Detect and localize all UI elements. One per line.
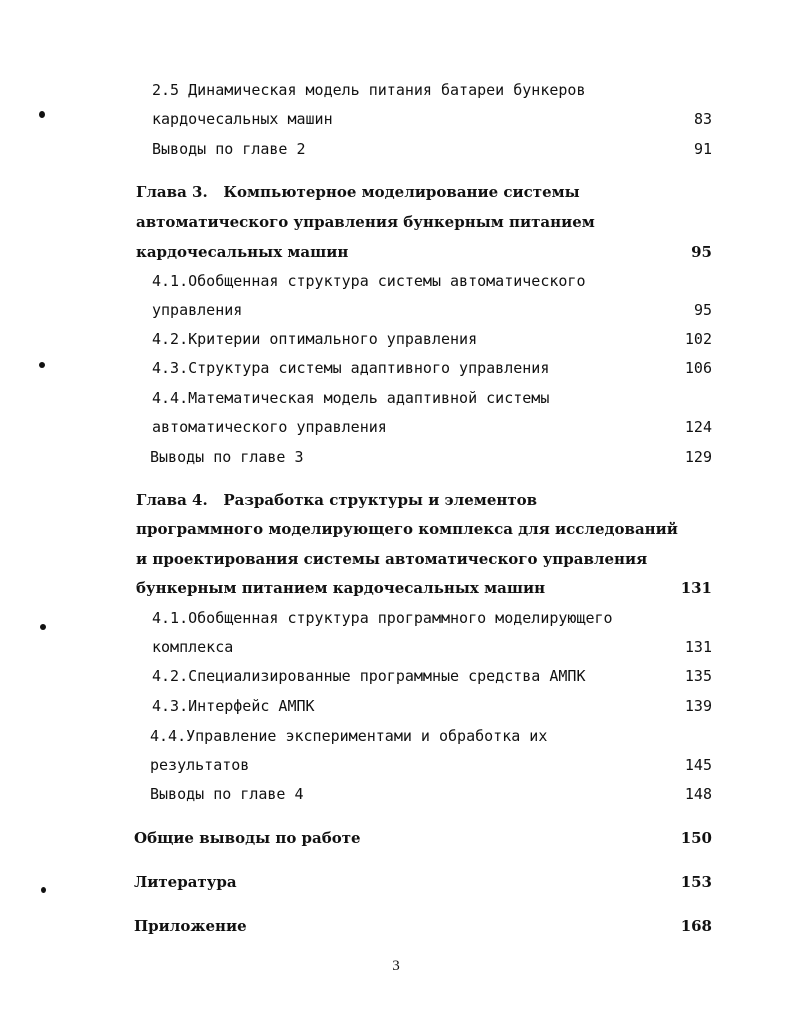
toc-entry-title: кардочесальных машин (152, 110, 333, 128)
toc-entry-page: 139 (684, 697, 712, 715)
toc-entry (0, 269, 792, 293)
toc-entry-title: и проектирования системы автоматического управления (136, 550, 648, 568)
toc-entry (0, 415, 792, 439)
scan-speck (39, 362, 45, 368)
chapter-heading (0, 547, 792, 571)
chapter-heading (0, 210, 792, 234)
toc-entry-title: 4.2.Специализированные программные средства АМПК (152, 667, 586, 685)
toc-entry-title: 4.3.Структура системы адаптивного управления (152, 359, 550, 377)
page-number: 3 (392, 958, 400, 974)
toc-entry-page: 168 (680, 917, 712, 935)
chapter-heading (0, 240, 792, 264)
toc-entry (0, 635, 792, 659)
toc-entry-title: комплекса (152, 638, 234, 656)
toc-entry-title: результатов (150, 756, 250, 774)
toc-entry-page: 135 (684, 667, 712, 685)
toc-entry-title: программного моделирующего комплекса для исследований (136, 520, 678, 538)
toc-entry (0, 327, 792, 351)
toc-entry-title: Глава 4. Разработка структуры и элементов (136, 491, 538, 509)
toc-entry-title: Глава 3. Компьютерное моделирование системы (136, 183, 580, 201)
toc-entry (0, 445, 792, 469)
toc-entry (0, 753, 792, 777)
toc-entry (0, 298, 792, 322)
section-heading (0, 826, 792, 850)
toc-entry (0, 724, 792, 748)
toc-entry (0, 137, 792, 161)
toc-entry-page: 150 (680, 829, 712, 847)
toc-entry-page: 95 (691, 243, 712, 261)
toc-entry-title: 4.2.Критерии оптимального управления (152, 330, 478, 348)
toc-entry-title: Выводы по главе 4 (150, 785, 304, 803)
toc-entry-page: 106 (684, 359, 712, 377)
toc-entry-title: 4.4.Управление экспериментами и обработка их (150, 727, 548, 745)
toc-entry-page: 145 (684, 756, 712, 774)
toc-entry-title: 2.5 Динамическая модель питания батареи бункеров (152, 81, 586, 99)
toc-entry-title: 4.1.Обобщенная структура программного моделирующего (152, 609, 613, 627)
chapter-heading (0, 517, 792, 541)
toc-entry-title: Приложение (134, 917, 247, 935)
toc-entry-title: 4.1.Обобщенная структура системы автоматического (152, 272, 586, 290)
chapter-heading (0, 180, 792, 204)
toc-entry (0, 694, 792, 718)
toc-entry-page: 148 (684, 785, 712, 803)
toc-entry-title: автоматического управления бункерным питанием (136, 213, 595, 231)
toc-entry-title: Литература (134, 873, 237, 891)
toc-entry-title: 4.3.Интерфейс АМПК (152, 697, 315, 715)
toc-entry-page: 91 (693, 140, 712, 158)
toc-entry-page: 131 (680, 579, 712, 597)
toc-entry-title: Выводы по главе 2 (152, 140, 306, 158)
toc-entry-title: бункерным питанием кардочесальных машин (136, 579, 546, 597)
toc-entry-page: 83 (693, 110, 712, 128)
toc-entry-title: кардочесальных машин (136, 243, 349, 261)
toc-entry-title: автоматического управления (152, 418, 387, 436)
toc-entry (0, 356, 792, 380)
toc-entry-page: 153 (680, 873, 712, 891)
toc-entry-title: Общие выводы по работе (134, 829, 361, 847)
toc-entry-title: 4.4.Математическая модель адаптивной системы (152, 389, 550, 407)
chapter-heading (0, 576, 792, 600)
toc-entry (0, 664, 792, 688)
toc-entry-title: управления (152, 301, 243, 319)
scan-speck (39, 111, 45, 118)
toc-entry (0, 78, 792, 102)
section-heading (0, 914, 792, 938)
toc-entry-page: 102 (684, 330, 712, 348)
section-heading (0, 870, 792, 894)
chapter-heading (0, 488, 792, 512)
toc-entry (0, 782, 792, 806)
scan-speck (40, 624, 46, 630)
scan-speck (41, 887, 46, 893)
toc-entry (0, 386, 792, 410)
toc-entry-page: 95 (693, 301, 712, 319)
toc-entry (0, 606, 792, 630)
toc-entry (0, 107, 792, 131)
toc-entry-page: 129 (684, 448, 712, 466)
toc-entry-page: 124 (684, 418, 712, 436)
toc-entry-title: Выводы по главе 3 (150, 448, 304, 466)
toc-entry-page: 131 (684, 638, 712, 656)
